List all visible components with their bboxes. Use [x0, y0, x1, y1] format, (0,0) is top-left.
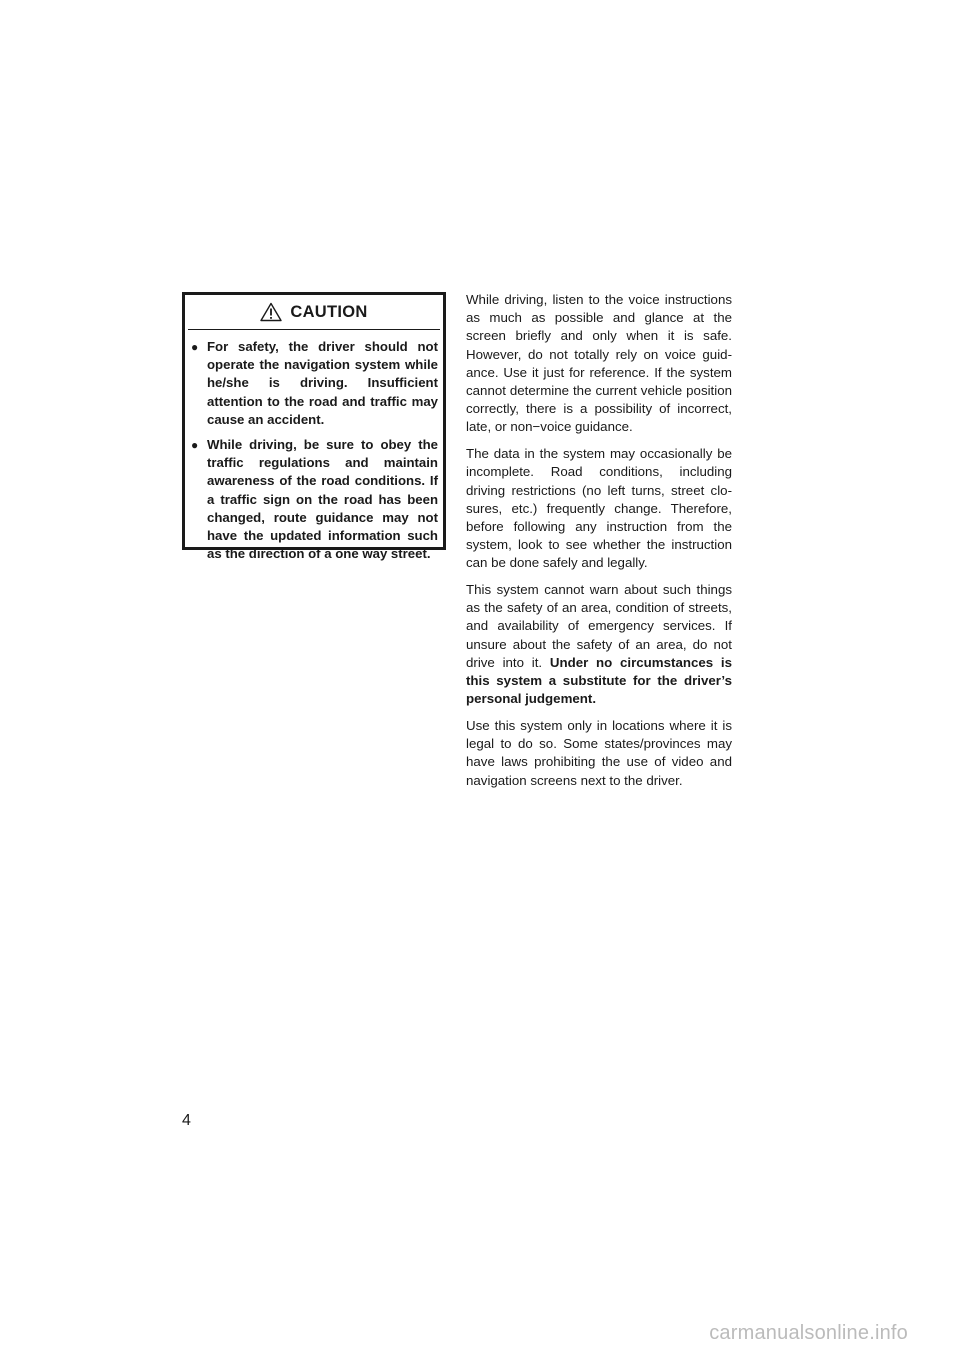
paragraph-voice-instructions: While driving, listen to the voice instructions as much as possible and glance at the screen briefly and only when it is safe. However, do not totally rely on voice guidance. Use it just for reference. If the system cannot determine the current vehicle position correctly, there is a possibility of incorrect, late, or non−voice guidance. [466, 292, 732, 435]
watermark: carmanualsonline.info [709, 1322, 908, 1344]
paragraph-legal-locations: Use this system only in locations where it is legal to do so. Some states/provinces may have laws prohibiting the use of video and navigation screens next to the driver. [466, 717, 732, 788]
caution-item-text: While driving, be sure to obey the traffic regulations and maintain awareness of the road conditions. If a traffic sign on the road has been changed, route guidance may not have the updated information such as the direction of a one way street. [207, 437, 438, 562]
bullet-icon: ● [191, 340, 199, 354]
caution-item [191, 338, 438, 429]
caution-title: CAUTION [290, 302, 368, 321]
paragraph-data-incomplete: The data in the system may occasionally be incomplete. Road conditions, including driving restrictions (no left turns, street closures, etc.) frequently change. Therefore, before following any instruction from the system, look to see whether the instruction can be done safely and legally. [466, 446, 732, 571]
body-text-column [466, 291, 732, 798]
caution-item [191, 436, 438, 563]
page-number: 4 [182, 1112, 191, 1129]
paragraph-safety-warning [466, 581, 732, 708]
warning-triangle-icon [260, 302, 282, 322]
bullet-icon: ● [191, 438, 199, 453]
caution-item-text: For safety, the driver should not operate the navigation system while he/she is driving. Insufficient attention to the road and traffic may cause an accident. [207, 339, 438, 427]
caution-box [182, 292, 446, 562]
caution-header [188, 295, 440, 330]
caution-list [185, 330, 443, 563]
paragraph-safety-text: This system cannot warn about such things as the safety of an area, condition of streets, and availability of emergency services. If unsure about the safety of an area, do not drive into it. [466, 582, 732, 670]
paragraph-safety-bold: Under no circumstances is this system a substitute for the driver’s personal judgement. [466, 654, 732, 707]
